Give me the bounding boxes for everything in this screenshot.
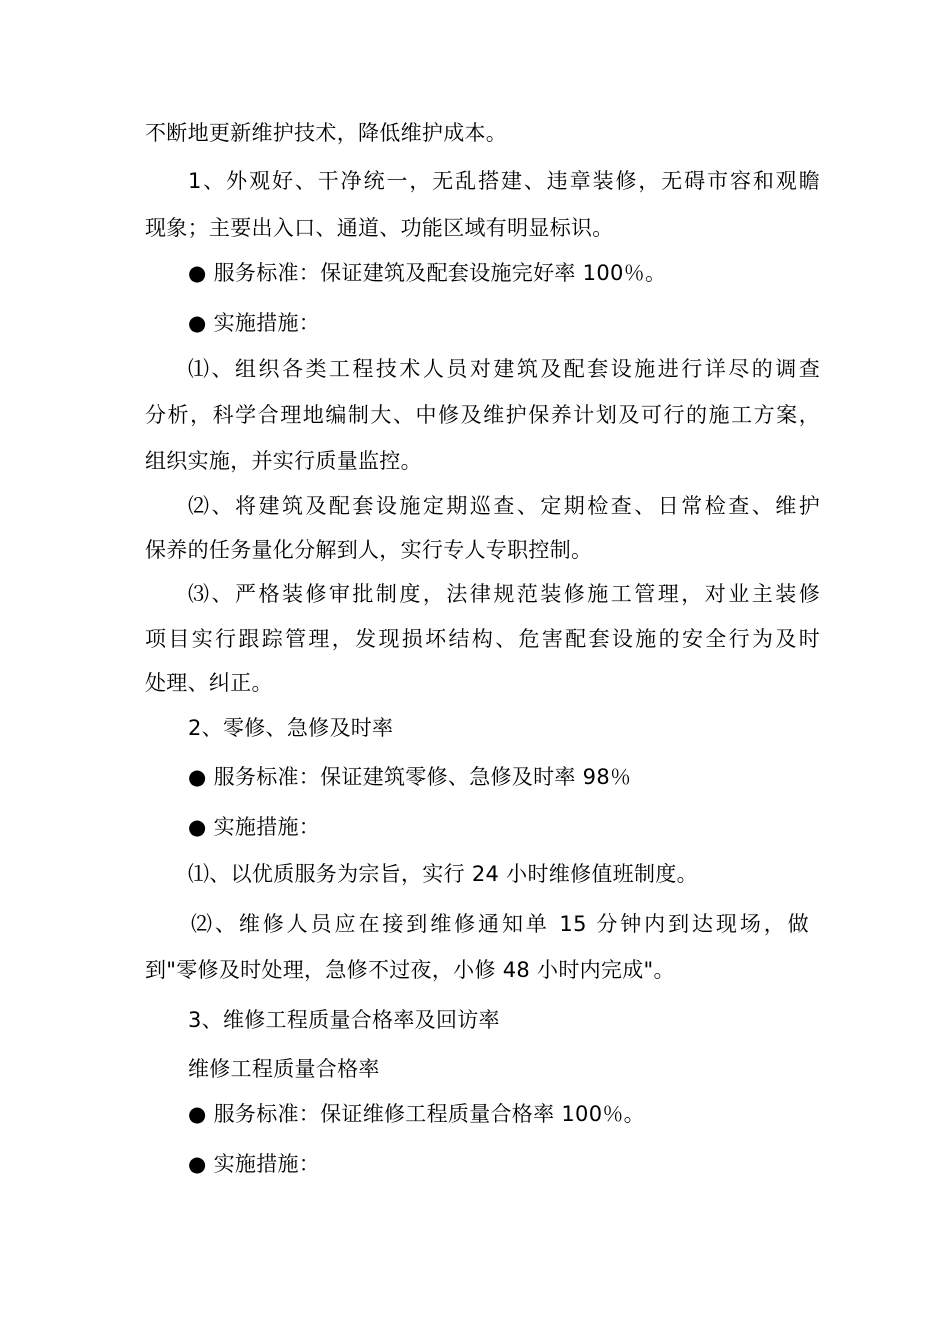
paragraph-line: 保养的任务量化分解到人，实行专人专职控制。: [145, 538, 593, 562]
bullet-service-standard: ● 服务标准：保证维修工程质量合格率 100％。: [188, 1102, 645, 1126]
paragraph-line: 处理、纠正。: [145, 671, 273, 695]
numbered-item-1: ⑴、组织各类工程技术人员对建筑及配套设施进行详尽的调查: [188, 357, 820, 381]
paragraph-line: 现象；主要出入口、通道、功能区域有明显标识。: [145, 216, 614, 240]
bullet-measures: ● 实施措施：: [188, 815, 321, 839]
subheading: 维修工程质量合格率: [188, 1057, 380, 1081]
section-heading-3: 3、维修工程质量合格率及回访率: [188, 1008, 500, 1032]
numbered-item-2: ⑵、将建筑及配套设施定期巡查、定期检查、日常检查、维护: [188, 494, 820, 518]
paragraph-line: 组织实施，并实行质量监控。: [145, 449, 422, 473]
section-heading-1: 1、外观好、干净统一，无乱搭建、违章装修，无碍市容和观瞻: [188, 169, 820, 193]
numbered-item-1: ⑴、以优质服务为宗旨，实行 24 小时维修值班制度。: [188, 862, 698, 886]
paragraph-line: 到"零修及时处理，急修不过夜，小修 48 小时内完成"。: [145, 958, 675, 982]
bullet-measures: ● 实施措施：: [188, 1152, 321, 1176]
bullet-service-standard: ● 服务标准：保证建筑零修、急修及时率 98％: [188, 765, 632, 789]
section-heading-2: 2、零修、急修及时率: [188, 716, 394, 740]
numbered-item-3: ⑶、严格装修审批制度，法律规范装修施工管理，对业主装修: [188, 582, 820, 606]
paragraph-line: 项目实行跟踪管理，发现损坏结构、危害配套设施的安全行为及时: [145, 627, 820, 651]
numbered-item-2: ⑵、维修人员应在接到维修通知单 15 分钟内到达现场，做: [191, 912, 809, 936]
paragraph-line: 不断地更新维护技术，降低维护成本。: [145, 121, 508, 145]
paragraph-line: 分析，科学合理地编制大、中修及维护保养计划及可行的施工方案，: [145, 403, 820, 427]
bullet-service-standard: ● 服务标准：保证建筑及配套设施完好率 100％。: [188, 261, 667, 285]
bullet-measures: ● 实施措施：: [188, 311, 321, 335]
